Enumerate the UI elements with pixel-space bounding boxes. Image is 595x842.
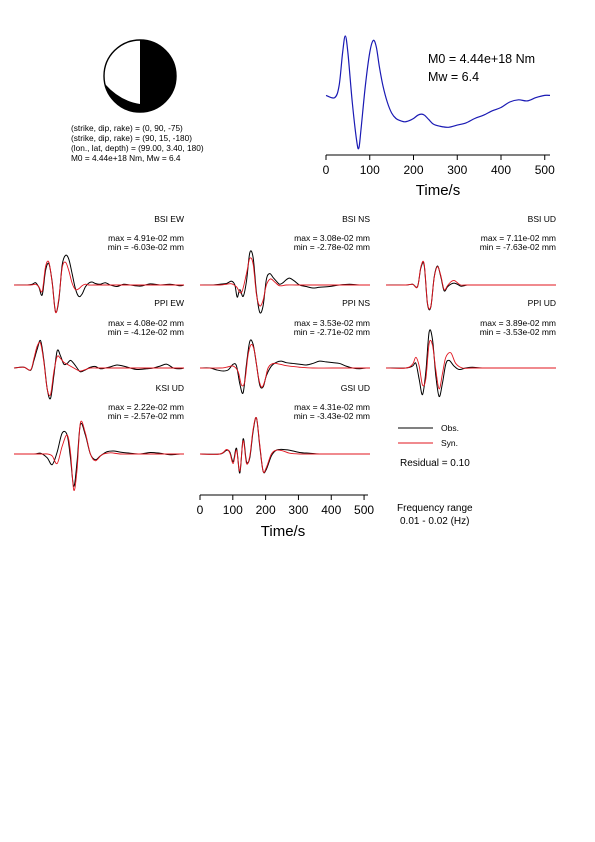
param-line-4: M0 = 4.44e+18 Nm, Mw = 6.4: [71, 153, 181, 163]
waveform-panels: [14, 214, 556, 491]
observed-waveform: [386, 330, 556, 397]
legend: [397, 423, 473, 527]
residual-label: Residual = 0.10: [400, 458, 470, 469]
waveform-time-tick-label: 300: [288, 503, 309, 517]
max-amplitude-label: max = 4.08e-02 mm: [108, 318, 184, 328]
station-label: KSI UD: [155, 383, 184, 393]
waveform-time-tick-label: 0: [196, 503, 204, 517]
source-time-function: [323, 36, 555, 199]
waveform-panel-ppi-ns: [200, 298, 370, 394]
param-line-2: (strike, dip, rake) = (90, 15, -180): [71, 133, 193, 143]
max-amplitude-label: max = 3.89e-02 mm: [480, 318, 556, 328]
max-amplitude-label: max = 3.53e-02 mm: [294, 318, 370, 328]
station-label: PPI NS: [342, 298, 370, 308]
beachball-icon: [104, 40, 176, 112]
waveform-time-tick-label: 400: [321, 503, 342, 517]
observed-waveform: [200, 417, 370, 473]
station-label: BSI NS: [342, 214, 370, 224]
frequency-range-title: Frequency range: [397, 503, 473, 514]
waveform-time-tick-label: 100: [222, 503, 243, 517]
waveform-time-tick-label: 500: [354, 503, 375, 517]
param-line-3: (lon., lat, depth) = (99.00, 3.40, 180): [71, 143, 204, 153]
station-label: GSI UD: [340, 383, 370, 393]
synthetic-waveform: [200, 417, 370, 472]
min-amplitude-label: min = -2.78e-02 mm: [293, 242, 370, 252]
source-time-tick-label: 100: [359, 163, 380, 177]
waveform-time-tick-label: 200: [255, 503, 276, 517]
source-time-axis: [323, 155, 555, 177]
waveform-time-axis-label: Time/s: [260, 523, 306, 540]
source-time-tick-label: 0: [322, 163, 330, 177]
source-time-tick-label: 300: [447, 163, 468, 177]
min-amplitude-label: min = -7.63e-02 mm: [479, 242, 556, 252]
source-parameters: [71, 123, 204, 163]
min-amplitude-label: min = -3.43e-02 mm: [293, 411, 370, 421]
frequency-range-value: 0.01 - 0.02 (Hz): [400, 516, 470, 527]
min-amplitude-label: min = -2.71e-02 mm: [293, 327, 370, 337]
legend-obs-label: Obs.: [441, 423, 459, 433]
station-label: BSI EW: [154, 214, 184, 224]
min-amplitude-label: min = -6.03e-02 mm: [107, 242, 184, 252]
waveform-time-axis: [197, 495, 375, 517]
waveform-panel-ksi-ud: [14, 383, 184, 491]
waveform-panel-ppi-ud: [386, 298, 556, 397]
station-label: PPI EW: [154, 298, 184, 308]
station-label: BSI UD: [527, 214, 556, 224]
waveform-panel-bsi-ud: [386, 214, 556, 310]
synthetic-waveform: [386, 340, 556, 389]
max-amplitude-label: max = 4.31e-02 mm: [294, 402, 370, 412]
seismic-moment-label: M0 = 4.44e+18 Nm: [428, 52, 536, 66]
max-amplitude-label: max = 4.91e-02 mm: [108, 233, 184, 243]
min-amplitude-label: min = -3.53e-02 mm: [479, 327, 556, 337]
max-amplitude-label: max = 7.11e-02 mm: [480, 233, 556, 243]
source-time-tick-label: 400: [490, 163, 512, 177]
min-amplitude-label: min = -2.57e-02 mm: [107, 411, 184, 421]
legend-syn-label: Syn.: [441, 438, 459, 448]
station-label: PPI UD: [527, 298, 556, 308]
source-time-tick-label: 500: [534, 163, 555, 177]
magnitude-label: Mw = 6.4: [428, 70, 480, 84]
max-amplitude-label: max = 3.08e-02 mm: [294, 233, 370, 243]
min-amplitude-label: min = -4.12e-02 mm: [107, 327, 184, 337]
observed-waveform: [14, 423, 184, 486]
source-time-tick-label: 200: [403, 163, 424, 177]
waveform-panel-gsi-ud: [200, 383, 370, 473]
source-time-axis-label: Time/s: [415, 182, 461, 199]
param-line-1: (strike, dip, rake) = (0, 90, -75): [71, 123, 183, 133]
synthetic-waveform: [14, 421, 184, 490]
max-amplitude-label: max = 2.22e-02 mm: [108, 402, 184, 412]
